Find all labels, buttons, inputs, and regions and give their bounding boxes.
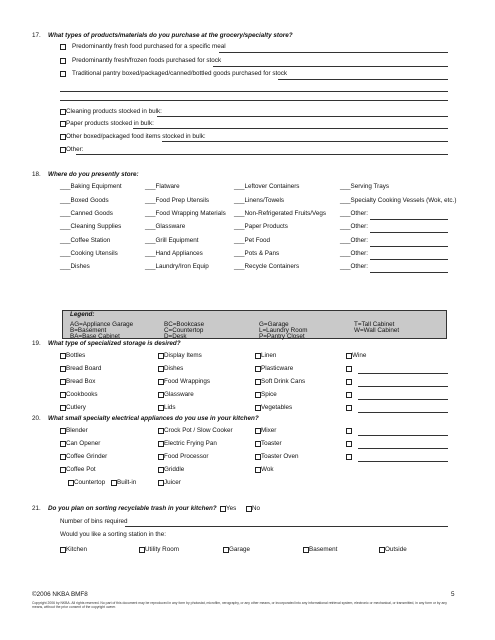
answer-line[interactable] bbox=[358, 461, 448, 462]
answer-line[interactable] bbox=[76, 154, 448, 155]
legend-entry: B=Basement bbox=[70, 327, 107, 334]
checkbox[interactable] bbox=[346, 366, 352, 372]
storage-item[interactable]: ___Pet Food bbox=[234, 237, 271, 244]
storage-option: Spice bbox=[261, 391, 277, 398]
question-number: 21. bbox=[32, 505, 41, 512]
storage-item[interactable]: ___Other: bbox=[340, 210, 369, 217]
legend-entry: W=Wall Cabinet bbox=[354, 327, 400, 334]
storage-item[interactable]: ___Canned Goods bbox=[60, 210, 113, 217]
storage-option: Lids bbox=[164, 404, 176, 411]
checkbox[interactable] bbox=[346, 392, 352, 398]
appliance-option: Electric Frying Pan bbox=[164, 440, 217, 447]
appliance-option: Food Processor bbox=[164, 453, 209, 460]
storage-option: Food Wrappings bbox=[164, 378, 211, 385]
storage-option: Display Items bbox=[164, 352, 202, 359]
appliance-option: Blender bbox=[66, 427, 88, 434]
option-label: Other boxed/packaged food items stocked in bulk: bbox=[66, 133, 206, 140]
answer-line[interactable] bbox=[358, 399, 448, 400]
appliance-option: Juicer bbox=[164, 479, 181, 486]
storage-item[interactable]: ___Cooking Utensils bbox=[60, 250, 118, 257]
option-label: Other: bbox=[66, 146, 84, 153]
appliance-option: Toaster Oven bbox=[261, 453, 299, 460]
storage-option: Cutlery bbox=[66, 404, 86, 411]
storage-item[interactable]: ___Recycle Containers bbox=[234, 263, 300, 270]
storage-item[interactable]: ___Hand Appliances bbox=[145, 250, 203, 257]
question-text: What small specialty electrical appliances do you use in your kitchen? bbox=[48, 415, 259, 422]
storage-item[interactable]: ___Baking Equipment bbox=[60, 183, 122, 190]
storage-item[interactable]: ___Paper Products bbox=[234, 223, 288, 230]
storage-option: Vegetables bbox=[261, 404, 293, 411]
appliance-suboption: Built-in bbox=[117, 479, 137, 486]
question-text: Where do you presently store: bbox=[48, 171, 139, 178]
checkbox[interactable] bbox=[60, 44, 66, 50]
answer-line[interactable] bbox=[60, 91, 448, 92]
station-option: Utility Room bbox=[145, 546, 179, 553]
storage-item[interactable]: ___Linens/Towels bbox=[234, 197, 285, 204]
question-number: 19. bbox=[32, 340, 41, 347]
answer-line[interactable] bbox=[358, 373, 448, 374]
storage-item[interactable]: ___Flatware bbox=[145, 183, 180, 190]
station-option: Garage bbox=[229, 546, 251, 553]
answer-line[interactable] bbox=[370, 246, 448, 247]
answer-line[interactable] bbox=[278, 79, 448, 80]
storage-item[interactable]: ___Laundry/Iron Equip bbox=[145, 263, 209, 270]
answer-line[interactable] bbox=[125, 526, 448, 527]
legend-entry: AG=Appliance Garage bbox=[70, 321, 134, 328]
answer-line[interactable] bbox=[162, 141, 448, 142]
storage-item[interactable]: ___Non-Refrigerated Fruits/Vegs bbox=[234, 210, 327, 217]
storage-option: Cookbooks bbox=[66, 391, 98, 398]
storage-item[interactable]: ___Pots & Pans bbox=[234, 250, 280, 257]
checkbox[interactable] bbox=[346, 405, 352, 411]
storage-item[interactable]: ___Other: bbox=[340, 263, 369, 270]
answer-line[interactable] bbox=[370, 272, 448, 273]
storage-item[interactable]: ___Coffee Station bbox=[60, 237, 111, 244]
answer-line[interactable] bbox=[219, 52, 448, 53]
storage-option: Bread Board bbox=[66, 365, 102, 372]
storage-item[interactable]: ___Dishes bbox=[60, 263, 90, 270]
answer-line[interactable] bbox=[157, 116, 448, 117]
storage-item[interactable]: ___Specialty Cooking Vessels (Wok, etc.) bbox=[340, 197, 457, 204]
option-label: Cleaning products stocked in bulk: bbox=[66, 108, 162, 115]
answer-line[interactable] bbox=[358, 448, 448, 449]
appliance-option: Crock Pot / Slow Cooker bbox=[164, 427, 233, 434]
checkbox[interactable] bbox=[60, 58, 66, 64]
legend-entry: BA=Base Cabinet bbox=[70, 333, 120, 340]
question-text: Do you plan on sorting recyclable trash in your kitchen? bbox=[48, 505, 217, 512]
question-number: 17. bbox=[32, 32, 41, 39]
storage-option: Soft Drink Cans bbox=[261, 378, 306, 385]
station-option: Outside bbox=[385, 546, 407, 553]
checkbox[interactable] bbox=[346, 441, 352, 447]
station-option: Basement bbox=[309, 546, 338, 553]
answer-line[interactable] bbox=[213, 66, 448, 67]
question-number: 20. bbox=[32, 415, 41, 422]
storage-option: Glassware bbox=[164, 391, 194, 398]
copyright-notice: Copyright 2006 by NKBA. All rights reserved. No part of this document may be reproduced in any form by photostat, microfilm, xerography, or any other means, or incorporated into any informational retrieval system, electronic or mechanical, or transmitted, in any form or by any means, without the prior consent of the copyright owner. bbox=[32, 601, 447, 610]
storage-option: Linen bbox=[261, 352, 277, 359]
storage-option: Bread Box bbox=[66, 378, 96, 385]
storage-item[interactable]: ___Other: bbox=[340, 237, 369, 244]
storage-item[interactable]: ___Boxed Goods bbox=[60, 197, 109, 204]
storage-item[interactable]: ___Grill Equipment bbox=[145, 237, 199, 244]
legend-entry: C=Countertop bbox=[164, 327, 204, 334]
appliance-option: Coffee Grinder bbox=[66, 453, 108, 460]
appliance-option: Griddle bbox=[164, 466, 185, 473]
question-number: 18. bbox=[32, 171, 41, 178]
question-text: What type of specialized storage is desired? bbox=[48, 340, 181, 347]
legend-entry: G=Garage bbox=[259, 321, 289, 328]
appliance-option: Can Opener bbox=[66, 440, 101, 447]
storage-item[interactable]: ___Other: bbox=[340, 223, 369, 230]
storage-item[interactable]: ___Glassware bbox=[145, 223, 186, 230]
storage-option: Plasticware bbox=[261, 365, 294, 372]
station-label: Would you like a sorting station in the: bbox=[60, 531, 166, 538]
answer-line[interactable] bbox=[60, 100, 448, 101]
answer-line[interactable] bbox=[358, 386, 448, 387]
answer-line[interactable] bbox=[370, 232, 448, 233]
storage-item[interactable]: ___Food Prep Utensils bbox=[145, 197, 210, 204]
appliance-suboption: Countertop bbox=[74, 479, 106, 486]
answer-line[interactable] bbox=[358, 435, 448, 436]
checkbox[interactable] bbox=[346, 428, 352, 434]
answer-line[interactable] bbox=[370, 219, 448, 220]
question-text: What types of products/materials do you purchase at the grocery/specialty store? bbox=[48, 32, 293, 39]
appliance-option: Wok bbox=[261, 466, 274, 473]
storage-item[interactable]: ___Cleaning Supplies bbox=[60, 223, 122, 230]
station-option: Kitchen bbox=[66, 546, 88, 553]
option-label: Predominantly fresh/frozen foods purchased for stock bbox=[72, 57, 222, 64]
storage-item[interactable]: ___Other: bbox=[340, 250, 369, 257]
option-label: Paper products stocked in bulk: bbox=[66, 120, 154, 127]
storage-item[interactable]: ___Food Wrapping Materials bbox=[145, 210, 226, 217]
legend-entry: L=Laundry Room bbox=[259, 327, 308, 334]
storage-option: Bottles bbox=[66, 352, 86, 359]
legend-entry: P=Pantry Closet bbox=[259, 333, 305, 340]
legend-title: Legend: bbox=[70, 311, 95, 318]
option-label: Predominantly fresh food purchased for a specific meal bbox=[72, 43, 226, 50]
yes-option: Yes bbox=[226, 505, 237, 512]
checkbox[interactable] bbox=[346, 454, 352, 460]
appliance-option: Toaster bbox=[261, 440, 282, 447]
storage-option: Wine bbox=[352, 352, 367, 359]
legend-entry: T=Tall Cabinet bbox=[354, 321, 395, 328]
page-number: 5 bbox=[451, 591, 455, 598]
checkbox[interactable] bbox=[346, 379, 352, 385]
storage-item[interactable]: ___Serving Trays bbox=[340, 183, 390, 190]
legend-entry: BC=Bookcase bbox=[164, 321, 205, 328]
footer-label: ©2006 NKBA BMF8 bbox=[32, 591, 88, 598]
bins-label: Number of bins required bbox=[60, 518, 128, 525]
option-label: Traditional pantry boxed/packaged/canned/bottled goods purchased for stock bbox=[72, 70, 288, 77]
answer-line[interactable] bbox=[370, 259, 448, 260]
checkbox[interactable] bbox=[60, 71, 66, 77]
storage-item[interactable]: ___Leftover Containers bbox=[234, 183, 300, 190]
no-option: No bbox=[252, 505, 261, 512]
answer-line[interactable] bbox=[133, 128, 448, 129]
legend-entry: D=Desk bbox=[164, 333, 187, 340]
appliance-option: Coffee Pot bbox=[66, 466, 96, 473]
appliance-option: Mixer bbox=[261, 427, 277, 434]
answer-line[interactable] bbox=[358, 412, 448, 413]
storage-option: Dishes bbox=[164, 365, 184, 372]
